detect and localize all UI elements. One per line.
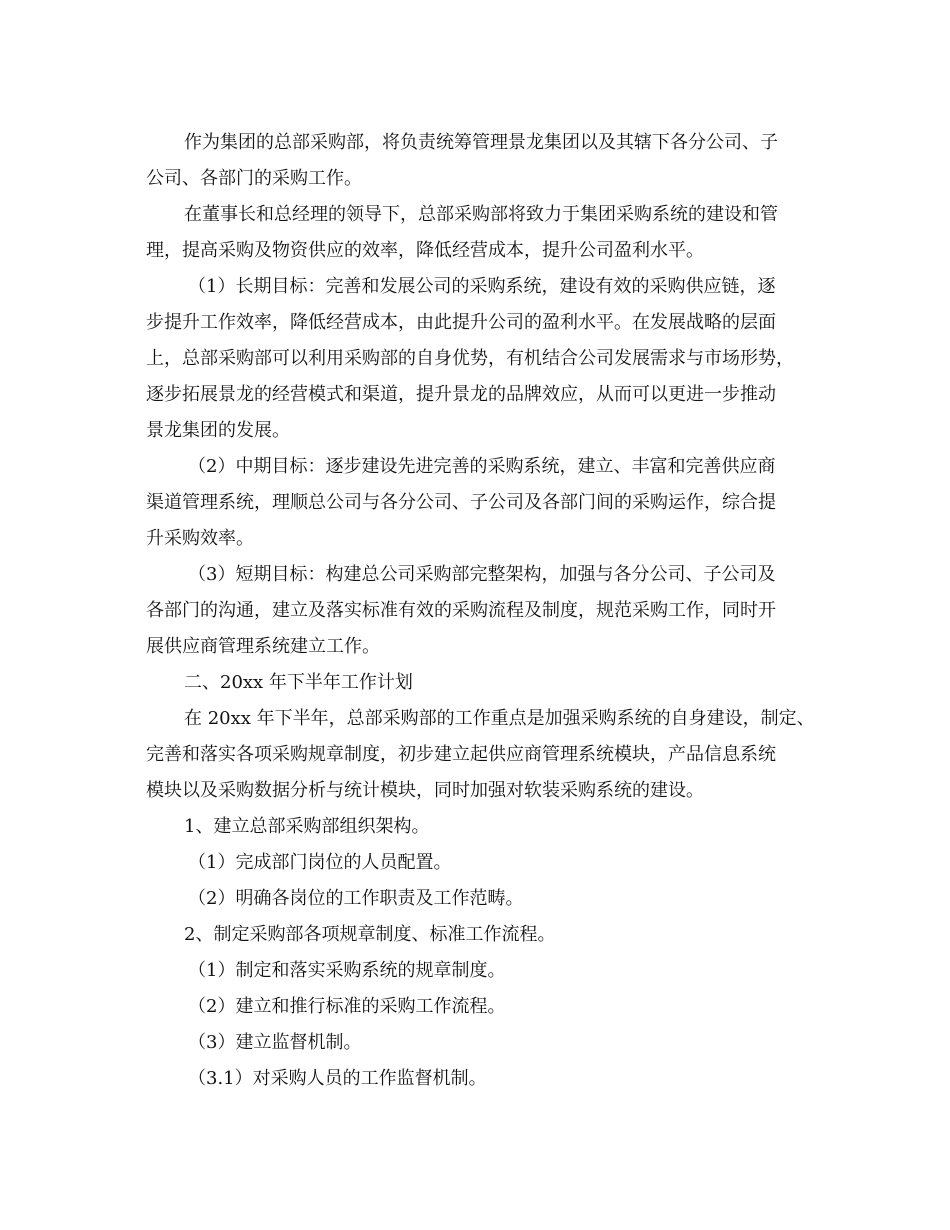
paragraph-line: 渠道管理系统，理顺总公司与各分公司、子公司及各部门间的采购运作，综合提 [146, 492, 776, 513]
list-item: （2）建立和推行标准的采购工作流程。 [188, 996, 506, 1017]
paragraph-line: 理，提高采购及物资供应的效率，降低经营成本，提升公司盈利水平。 [146, 240, 704, 261]
paragraph-line: 公司、各部门的采购工作。 [146, 168, 362, 189]
paragraph-line: 在 20xx 年下半年，总部采购部的工作重点是加强采购系统的自身建设，制定、 [184, 708, 815, 729]
paragraph-line: 各部门的沟通，建立及落实标准有效的采购流程及制度，规范采购工作，同时开 [146, 600, 776, 621]
list-item: （3.1）对采购人员的工作监督机制。 [188, 1068, 487, 1089]
section-heading: 二、20xx 年下半年工作计划 [184, 672, 413, 693]
paragraph-line: 景龙集团的发展。 [146, 420, 290, 441]
paragraph-line: （1）长期目标：完善和发展公司的采购系统，建设有效的采购供应链，逐 [188, 276, 776, 297]
paragraph-line: 完善和落实各项采购规章制度，初步建立起供应商管理系统模块，产品信息系统 [146, 744, 776, 765]
list-item: （2）明确各岗位的工作职责及工作范畴。 [188, 888, 524, 909]
list-item: （1）制定和落实采购系统的规章制度。 [188, 960, 506, 981]
list-item: 1、建立总部采购部组织架构。 [184, 816, 430, 837]
list-item: （1）完成部门岗位的人员配置。 [188, 852, 452, 873]
paragraph-line: （3）短期目标：构建总公司采购部完整架构，加强与各分公司、子公司及 [188, 564, 776, 585]
list-item: （3）建立监督机制。 [188, 1032, 362, 1053]
paragraph-line: 升采购效率。 [146, 528, 254, 549]
paragraph-line: 逐步拓展景龙的经营模式和渠道，提升景龙的品牌效应，从而可以更进一步推动 [146, 384, 776, 405]
paragraph-line: （2）中期目标：逐步建设先进完善的采购系统，建立、丰富和完善供应商 [188, 456, 776, 477]
list-item: 2、制定采购部各项规章制度、标准工作流程。 [184, 924, 556, 945]
paragraph-line: 上，总部采购部可以利用采购部的自身优势，有机结合公司发展需求与市场形势， [146, 348, 794, 369]
paragraph-line: 模块以及采购数据分析与统计模块，同时加强对软装采购系统的建设。 [146, 780, 704, 801]
paragraph-line: 在董事长和总经理的领导下，总部采购部将致力于集团采购系统的建设和管 [184, 204, 778, 225]
paragraph-line: 步提升工作效率，降低经营成本，由此提升公司的盈利水平。在发展战略的层面 [146, 312, 776, 333]
paragraph-line: 作为集团的总部采购部，将负责统筹管理景龙集团以及其辖下各分公司、子 [184, 132, 778, 153]
paragraph-line: 展供应商管理系统建立工作。 [146, 636, 380, 657]
